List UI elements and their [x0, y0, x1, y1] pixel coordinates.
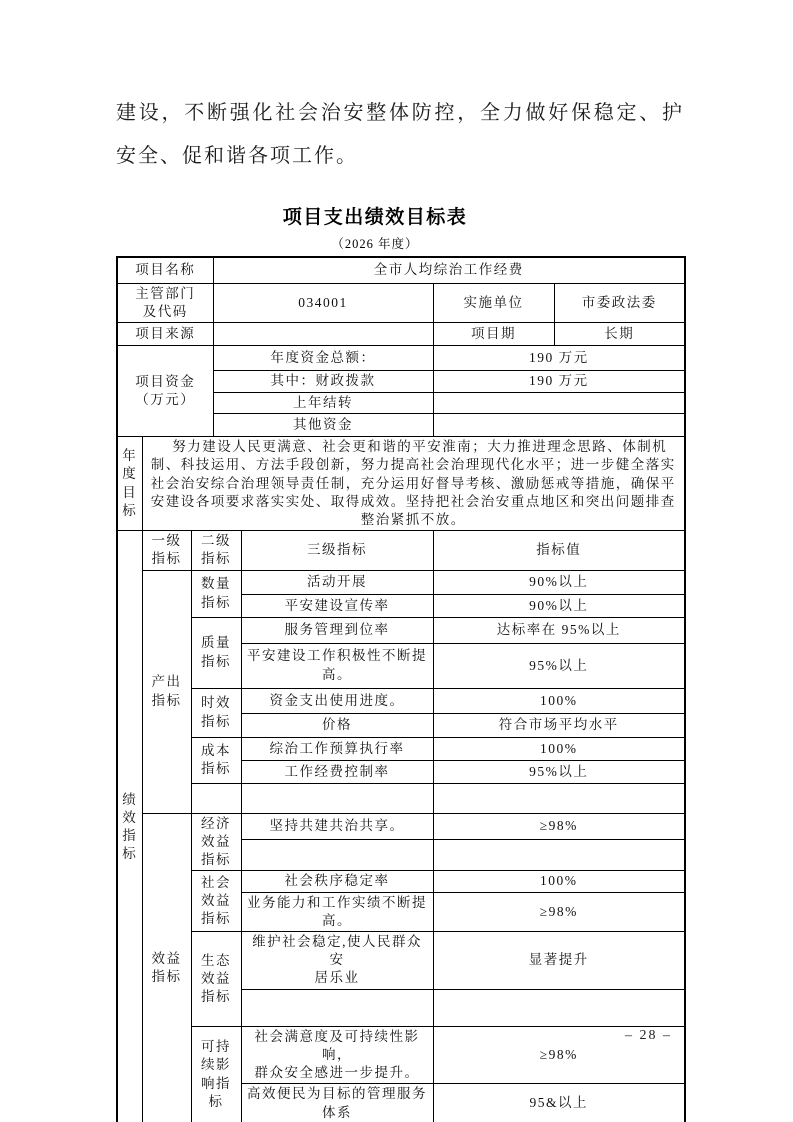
level2-economic-cell: 经济 效益 指标: [191, 813, 241, 871]
indicator-name-cell: 坚持共建共治共享。: [241, 813, 433, 839]
row-funds-total: [117, 345, 685, 370]
indicator-value-cell: 100%: [433, 737, 685, 760]
funds-row-value: 190 万元: [433, 370, 685, 392]
level2-social-cell: 社会 效益 指标: [191, 871, 241, 932]
level2-quantity-cell: 数量 指标: [191, 570, 241, 617]
page-content: [116, 0, 684, 1122]
indicator-value-cell: [433, 989, 685, 1026]
level1-output-cell: 产出 指标: [142, 570, 191, 813]
funds-row-value: [433, 414, 685, 437]
indicator-value-cell: [433, 839, 685, 871]
indicator-value-cell: ≥98%: [433, 1026, 685, 1084]
indicator-value-cell: 95%以上: [433, 643, 685, 688]
funds-row-label: 其中：财政拨款: [213, 370, 433, 392]
indicator-row: [117, 871, 685, 892]
indicator-value-cell: ≥98%: [433, 813, 685, 839]
indicator-name-cell: 综治工作预算执行率: [241, 737, 433, 760]
row-project-source: [117, 322, 685, 345]
row-project-name: [117, 257, 685, 283]
indicator-row: [117, 617, 685, 643]
indicator-name-cell: 高效便民为目标的管理服务 体系: [241, 1084, 433, 1122]
indicator-name-cell: 工作经费控制率: [241, 760, 433, 783]
indicator-name-cell: 活动开展: [241, 570, 433, 594]
indicator-name-cell: 社会满意度及可持续性影响， 群众安全感进一步提升。: [241, 1026, 433, 1084]
level2-cost-cell: 成本 指标: [191, 737, 241, 783]
indicator-name-cell: 服务管理到位率: [241, 617, 433, 643]
indicator-name-cell: 平安建设工作积极性不断提 高。: [241, 643, 433, 688]
project-name-label-cell: 项目名称: [117, 257, 213, 283]
annual-goal-text-cell: 努力建设人民更满意、社会更和谐的平安淮南；大力推进理念思路、体制机制、科技运用、方法手段创新，努力提高社会治理现代化水平；进一步健全落实社会治安综合治理领导责任制，充分运用好督导考核、激励惩戒等措施，确保平安建设各项要求落实实处、取得成效。坚持把社会治安重点地区和突出问题排查整治紧抓不放。: [142, 437, 685, 531]
funds-row-value: 190 万元: [433, 345, 685, 370]
row-department: [117, 283, 685, 322]
dept-code-cell: 034001: [213, 283, 433, 322]
level2-sustainable-cell: 可持 续影 响指 标: [191, 1026, 241, 1122]
page-number: – 28 –: [625, 1028, 672, 1043]
level2-quality-cell: 质量 指标: [191, 617, 241, 688]
title-block: [116, 202, 634, 252]
body-paragraph: 建设，不断强化社会治安整体防控，全力做好保稳定、护安全、促和谐各项工作。: [116, 102, 684, 167]
indicator-name-cell: 资金支出使用进度。: [241, 688, 433, 713]
table-title: 项目支出绩效目标表: [282, 207, 468, 228]
header-level2-cell: 二级 指标: [191, 531, 241, 570]
source-value-cell: [213, 322, 433, 345]
perf-indicator-label-cell: 绩 效 指 标: [117, 531, 142, 1122]
indicator-row: [117, 932, 685, 990]
indicator-value-cell: 95%以上: [433, 760, 685, 783]
source-label-cell: 项目来源: [117, 322, 213, 345]
indicator-row-empty: [117, 783, 685, 813]
annual-goal-label-cell: 年 度 目 标: [117, 437, 142, 531]
indicator-row: [117, 813, 685, 839]
header-level3-cell: 三级指标: [241, 531, 433, 570]
project-name-value-cell: 全市人均综治工作经费: [213, 257, 685, 283]
funds-row-label: 上年结转: [213, 392, 433, 413]
indicator-value-cell: 95&以上: [433, 1084, 685, 1122]
impl-unit-value-cell: 市委政法委: [554, 283, 685, 322]
indicator-value-cell: 90%以上: [433, 570, 685, 594]
level1-benefit-cell: 效益 指标: [142, 813, 191, 1122]
funds-label-cell: 项目资金 （万元）: [117, 345, 213, 436]
indicator-name-cell: 平安建设宣传率: [241, 594, 433, 617]
indicator-row: [117, 737, 685, 760]
indicator-row: [117, 688, 685, 713]
indicator-value-cell: 100%: [433, 688, 685, 713]
dept-label-cell: 主管部门 及代码: [117, 283, 213, 322]
indicator-value-cell: 显著提升: [433, 932, 685, 990]
indicator-value-cell: 100%: [433, 871, 685, 892]
funds-row-label: 年度资金总额：: [213, 345, 433, 370]
indicator-name-cell: 业务能力和工作实绩不断提 高。: [241, 892, 433, 931]
indicator-value-cell: 符合市场平均水平: [433, 713, 685, 737]
table-subtitle: （2026 年度）: [331, 237, 419, 251]
indicator-value-cell: 90%以上: [433, 594, 685, 617]
header-value-cell: 指标值: [433, 531, 685, 570]
level2-ecological-cell: 生态 效益 指标: [191, 932, 241, 1027]
row-annual-goal: [117, 437, 685, 531]
indicator-name-cell: [241, 839, 433, 871]
indicator-name-cell: [241, 783, 433, 813]
indicator-value-cell: ≥98%: [433, 892, 685, 931]
funds-row-value: [433, 392, 685, 413]
level2-empty-cell: [191, 783, 241, 813]
indicator-name-cell: 维护社会稳定,使人民群众安 居乐业: [241, 932, 433, 990]
indicator-row: [117, 570, 685, 594]
row-indicator-header: [117, 531, 685, 570]
performance-target-table: [116, 256, 686, 1122]
funds-row-label: 其他资金: [213, 414, 433, 437]
header-level1-cell: 一级 指标: [142, 531, 191, 570]
indicator-value-cell: [433, 783, 685, 813]
level2-timeliness-cell: 时效 指标: [191, 688, 241, 737]
indicator-value-cell: 达标率在 95%以上: [433, 617, 685, 643]
indicator-name-cell: 社会秩序稳定率: [241, 871, 433, 892]
impl-unit-label-cell: 实施单位: [433, 283, 554, 322]
period-value-cell: 长期: [554, 322, 685, 345]
period-label-cell: 项目期: [433, 322, 554, 345]
indicator-name-cell: 价格: [241, 713, 433, 737]
indicator-name-cell: [241, 989, 433, 1026]
